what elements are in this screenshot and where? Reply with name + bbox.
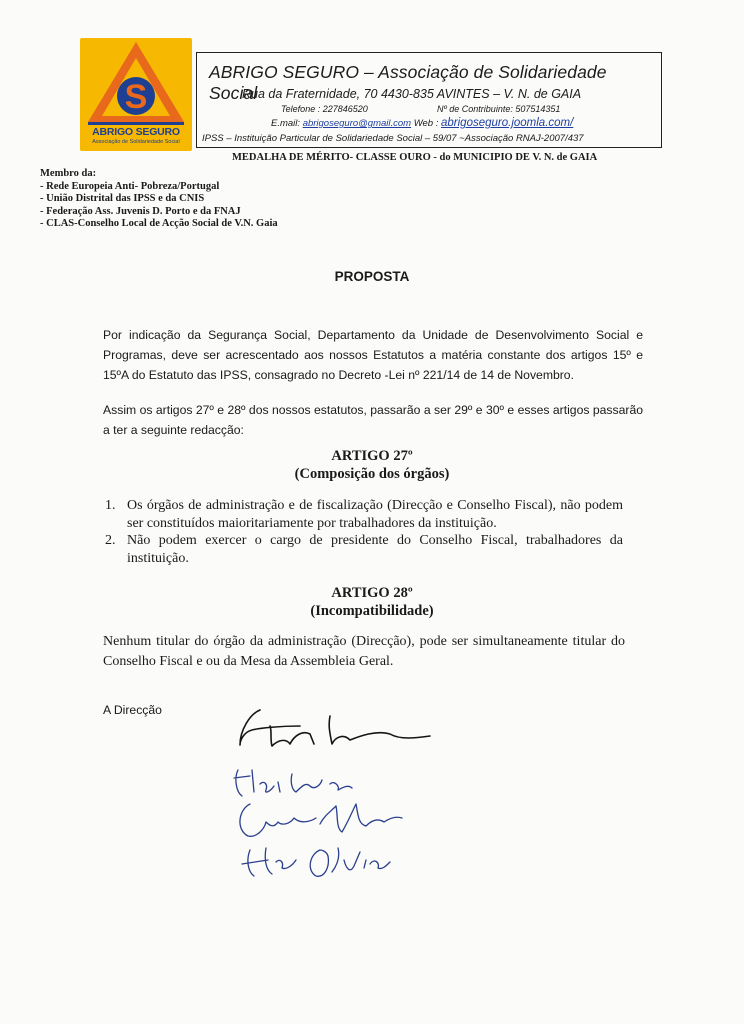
logo-tagline: Associação de Solidariedade Social xyxy=(92,139,180,145)
article-28-heading xyxy=(0,584,744,620)
list-item-text: Os órgãos de administração e de fiscalização (Direcção e Conselho Fiscal), não podem ser constituídos maioritariamente por trabalhadores da instituição. xyxy=(127,498,623,531)
email-link[interactable]: abrigoseguro@gmail.com xyxy=(302,118,412,129)
medal-of-merit: MEDALHA DE MÉRITO- CLASSE OURO - do MUNICIPIO DE V. N. de GAIA xyxy=(232,152,598,163)
membership-item: - Federação Ass. Juvenis D. Porto e da FNAJ xyxy=(40,205,241,217)
handwritten-signatures xyxy=(220,700,460,890)
article-28-text: Nenhum titular do órgão da administração (Direcção), pode ser simultaneamente titular do Conselho Fiscal e ou da Mesa da Assembleia Geral. xyxy=(103,634,625,669)
svg-text:S: S xyxy=(124,78,148,116)
logo-text: ABRIGO SEGURO xyxy=(92,126,180,138)
organization-contacts xyxy=(271,117,573,129)
article-28-subtitle: (Incompatibilidade) xyxy=(310,603,434,619)
article-27-heading xyxy=(0,447,744,483)
email-label: E.mail: xyxy=(271,118,301,129)
membership-item: - União Distrital das IPSS e da CNIS xyxy=(40,193,205,204)
signature-1 xyxy=(240,710,430,746)
signature-4 xyxy=(242,848,390,876)
membership-list xyxy=(40,181,278,231)
organization-logo xyxy=(80,38,192,151)
list-item-number: 1. xyxy=(105,498,116,513)
membership-item: - CLAS-Conselho Local de Acção Social de V.N. Gaia xyxy=(40,218,278,229)
membership-block xyxy=(40,168,278,231)
signature-2 xyxy=(234,770,352,796)
article-28-title: ARTIGO 28º xyxy=(331,585,413,601)
list-item-number: 2. xyxy=(105,533,116,548)
document-title: PROPOSTA xyxy=(334,269,410,284)
organization-address: Rua da Fraternidade, 70 4430-835 AVINTES – V. N. de GAIA xyxy=(242,87,582,101)
ipss-registration: IPSS – Instituição Particular de Solidariedade Social – 59/07 ~Associação RNAJ-2007/437 xyxy=(202,133,584,144)
paragraph-articles: Assim os artigos 27º e 28º dos nossos estatutos, passarão a ser 29º e 30º e esses artigos passarão a ter a seguinte redacção: xyxy=(103,403,643,437)
organization-phone: Telefone : 227846520 xyxy=(281,104,368,114)
list-item xyxy=(105,532,623,567)
article-27-title: ARTIGO 27º xyxy=(331,448,413,464)
organization-tax-number: Nº de Contribuinte: 507514351 xyxy=(437,104,561,114)
article-27-list xyxy=(105,497,623,567)
list-item-text: Não podem exercer o cargo de presidente do Conselho Fiscal, trabalhadores da instituição. xyxy=(127,533,623,566)
website-link[interactable]: abrigoseguro.joomla.com/ xyxy=(441,117,574,129)
organization-title: ABRIGO SEGURO – Associação de Solidariedade Social xyxy=(209,62,607,103)
membership-label: Membro da: xyxy=(40,168,97,179)
signature-3 xyxy=(240,804,402,836)
membership-item: - Rede Europeia Anti- Pobreza/Portugal xyxy=(40,180,220,192)
article-27-subtitle: (Composição dos órgãos) xyxy=(294,466,450,482)
letterhead-box xyxy=(196,52,662,148)
paragraph-intro: Por indicação da Segurança Social, Departamento da Unidade de Desenvolvimento Social e Programas, deve ser acrescentado aos nossos Estatutos a matéria constante dos artigos 15º e 15ºA do Estatuto das IPSS, consagrado no Decreto -Lei nº 221/14 de 14 de Novembro. xyxy=(103,328,643,382)
list-item xyxy=(105,497,623,532)
closing-signoff: A Direcção xyxy=(103,703,162,717)
web-label: Web : xyxy=(413,118,439,129)
